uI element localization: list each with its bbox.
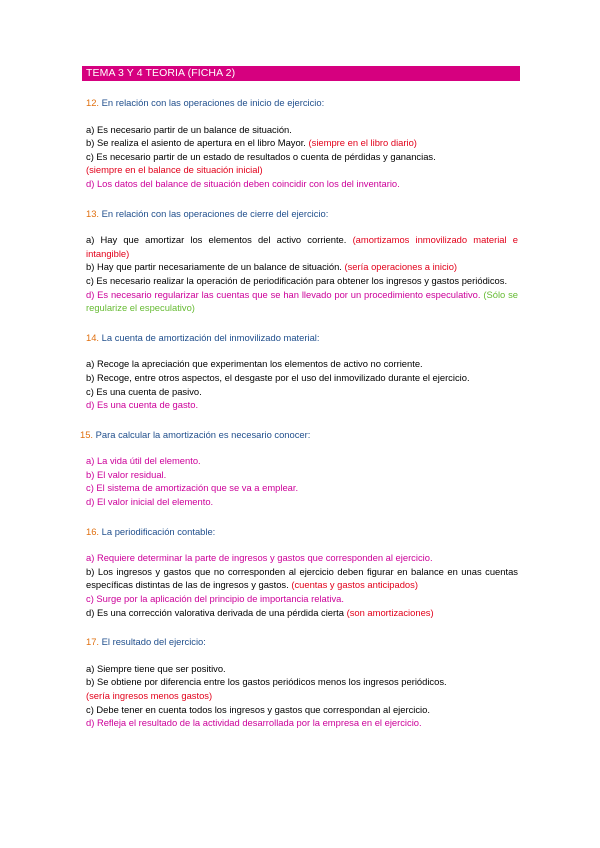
option-a: a) Siempre tiene que ser positivo. bbox=[86, 662, 226, 674]
question-number: 13. bbox=[86, 207, 100, 219]
questions-content bbox=[80, 96, 519, 730]
question-number: 14. bbox=[86, 331, 100, 343]
option-text: b) Se realiza el asiento de apertura en el libro Mayor. bbox=[86, 137, 306, 149]
question-text: La cuenta de amortización del inmovilizado material: bbox=[101, 331, 320, 343]
option-b bbox=[86, 136, 518, 150]
question-15 bbox=[80, 428, 518, 442]
option-c: c) Surge por la aplicación del principio de importancia relativa. bbox=[86, 593, 344, 605]
option-b: b) Se obtiene por diferencia entre los gastos periódicos menos los ingresos periódicos. bbox=[86, 676, 447, 688]
option-b bbox=[86, 260, 518, 274]
question-16 bbox=[86, 525, 518, 539]
option-note: (siempre en el libro diario) bbox=[308, 137, 417, 149]
question-text: En relación con las operaciones de cierre del ejercicio: bbox=[101, 207, 329, 219]
option-a: a) Requiere determinar la parte de ingresos y gastos que corresponden al ejercicio. bbox=[86, 552, 433, 564]
option-b: b) Recoge, entre otros aspectos, el desgaste por el uso del inmovilizado durante el ejercicio. bbox=[86, 371, 470, 383]
question-text: En relación con las operaciones de inicio de ejercicio: bbox=[101, 97, 325, 108]
option-c: c) Es necesario realizar la operación de periodificación para obtener los ingresos y gastos periódicos. bbox=[86, 274, 508, 286]
option-c: c) Es una cuenta de pasivo. bbox=[86, 385, 202, 397]
option-text: a) Hay que amortizar los elementos del activo corriente. bbox=[86, 234, 347, 246]
option-note: (cuentas y gastos anticipados) bbox=[291, 579, 418, 591]
option-a: a) Recoge la apreciación que experimentan los elementos de activo no corriente. bbox=[86, 358, 423, 370]
option-a bbox=[86, 233, 518, 260]
option-text: d) Es necesario regularizar las cuentas que se han llevado por un procedimiento especulativo. bbox=[86, 288, 481, 300]
question-text: Para calcular la amortización es necesario conocer: bbox=[95, 428, 311, 440]
option-c: c) Es necesario partir de un estado de resultados o cuenta de pérdidas y ganancias. bbox=[86, 150, 436, 162]
option-c-note: (siempre en el balance de situación inicial) bbox=[86, 164, 263, 176]
option-d: d) Los datos del balance de situación deben coincidir con los del inventario. bbox=[86, 177, 400, 189]
option-d: d) Refleja el resultado de la actividad desarrollada por la empresa en el ejercicio. bbox=[86, 717, 422, 729]
question-17 bbox=[86, 635, 518, 649]
option-a: a) Es necesario partir de un balance de situación. bbox=[86, 123, 292, 135]
option-c: c) Debe tener en cuenta todos los ingresos y gastos que correspondan al ejercicio. bbox=[86, 703, 430, 715]
option-note: (Sólo se regularize el especulativo) bbox=[86, 288, 519, 314]
question-number: 17. bbox=[86, 636, 100, 648]
option-text: d) Es una corrección valorativa derivada de una pérdida cierta bbox=[86, 606, 344, 618]
option-c: c) El sistema de amortización que se va a emplear. bbox=[86, 482, 299, 494]
question-text: La periodificación contable: bbox=[101, 525, 216, 537]
option-d bbox=[86, 606, 518, 620]
option-text: b) Hay que partir necesariamente de un balance de situación. bbox=[86, 261, 342, 273]
option-d bbox=[86, 288, 518, 315]
option-note: (son amortizaciones) bbox=[346, 606, 434, 618]
question-12 bbox=[86, 96, 518, 110]
option-b-note: (sería ingresos menos gastos) bbox=[86, 690, 213, 701]
question-number: 15. bbox=[80, 428, 94, 440]
option-b: b) El valor residual. bbox=[86, 468, 167, 480]
option-text: b) Los ingresos y gastos que no corresponden al ejercicio deben figurar en balance en unas cuentas específicas distintas de las de ingresos y gastos. bbox=[86, 565, 518, 591]
title-bar bbox=[82, 66, 520, 81]
question-13 bbox=[86, 207, 518, 221]
option-note: (amortizamos inmovilizado material e intangible) bbox=[86, 234, 518, 259]
question-number: 12. bbox=[86, 97, 100, 108]
option-a: a) La vida útil del elemento. bbox=[86, 455, 201, 467]
option-note: (sería operaciones a inicio) bbox=[344, 261, 458, 273]
question-14 bbox=[86, 331, 518, 345]
option-d: d) El valor inicial del elemento. bbox=[86, 496, 214, 508]
question-number: 16. bbox=[86, 525, 100, 537]
page-title: TEMA 3 Y 4 TEORIA (FICHA 2) bbox=[86, 67, 236, 79]
option-d: d) Es una cuenta de gasto. bbox=[86, 399, 199, 411]
option-b bbox=[86, 565, 518, 592]
question-text: El resultado del ejercicio: bbox=[101, 636, 206, 648]
